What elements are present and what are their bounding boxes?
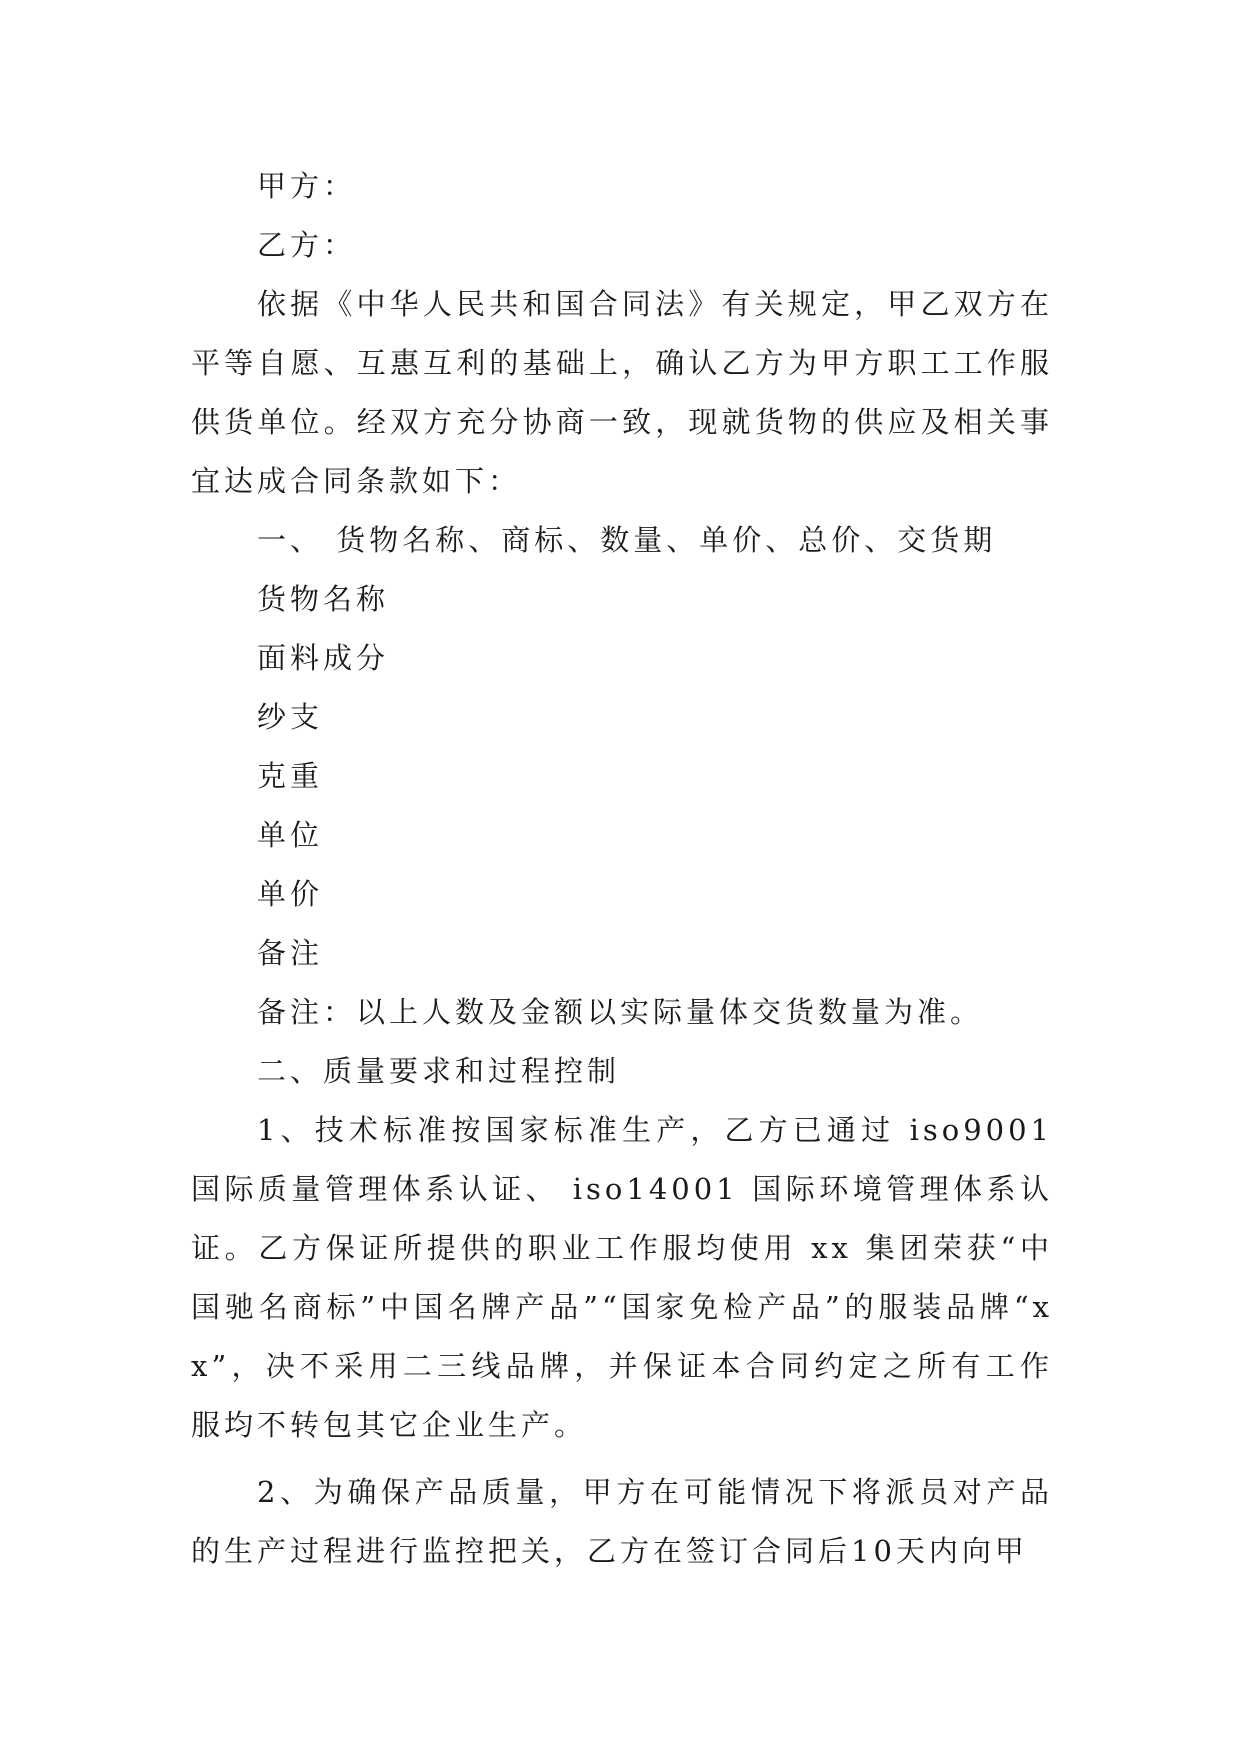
field-goods-name: 货物名称 [257, 582, 390, 616]
clause-2-paragraph: 2、为确保产品质量，甲方在可能情况下将派员对产品的生产过程进行监控把关，乙方在签订合同后10天内向甲 [191, 1475, 1053, 1568]
field-yarn-count: 纱支 [257, 700, 324, 734]
party-b-line: 乙方： [257, 228, 357, 262]
intro-paragraph: 依据《中华人民共和国合同法》有关规定，甲乙双方在平等自愿、互惠互利的基础上，确认乙方为甲方职工工作服供货单位。经双方充分协商一致，现就货物的供应及相关事宜达成合同条款如下： [191, 287, 1053, 498]
contract-body [191, 157, 1053, 1581]
section-2-heading: 二、质量要求和过程控制 [257, 1054, 621, 1088]
field-gram-weight: 克重 [257, 759, 324, 793]
section-1-heading: 一、 货物名称、商标、数量、单价、总价、交货期 [257, 523, 997, 557]
field-remarks: 备注 [257, 936, 324, 970]
field-unit-price: 单价 [257, 877, 324, 911]
remarks-note: 备注：以上人数及金额以实际量体交货数量为准。 [257, 995, 984, 1029]
clause-1-paragraph: 1、技术标准按国家标准生产，乙方已通过 iso9001 国际质量管理体系认证、 iso14001 国际环境管理体系认证。乙方保证所提供的职业工作服均使用 xx 集团荣获“中国驰名商标”中国名牌产品”“国家免检产品”的服装品牌“xx”，决不采用二三线品牌，并保证本合同约定之所有工作服均不转包其它企业生产。 [191, 1113, 1053, 1442]
party-a-line: 甲方： [257, 169, 357, 203]
field-unit: 单位 [257, 818, 324, 852]
field-fabric-composition: 面料成分 [257, 641, 390, 675]
